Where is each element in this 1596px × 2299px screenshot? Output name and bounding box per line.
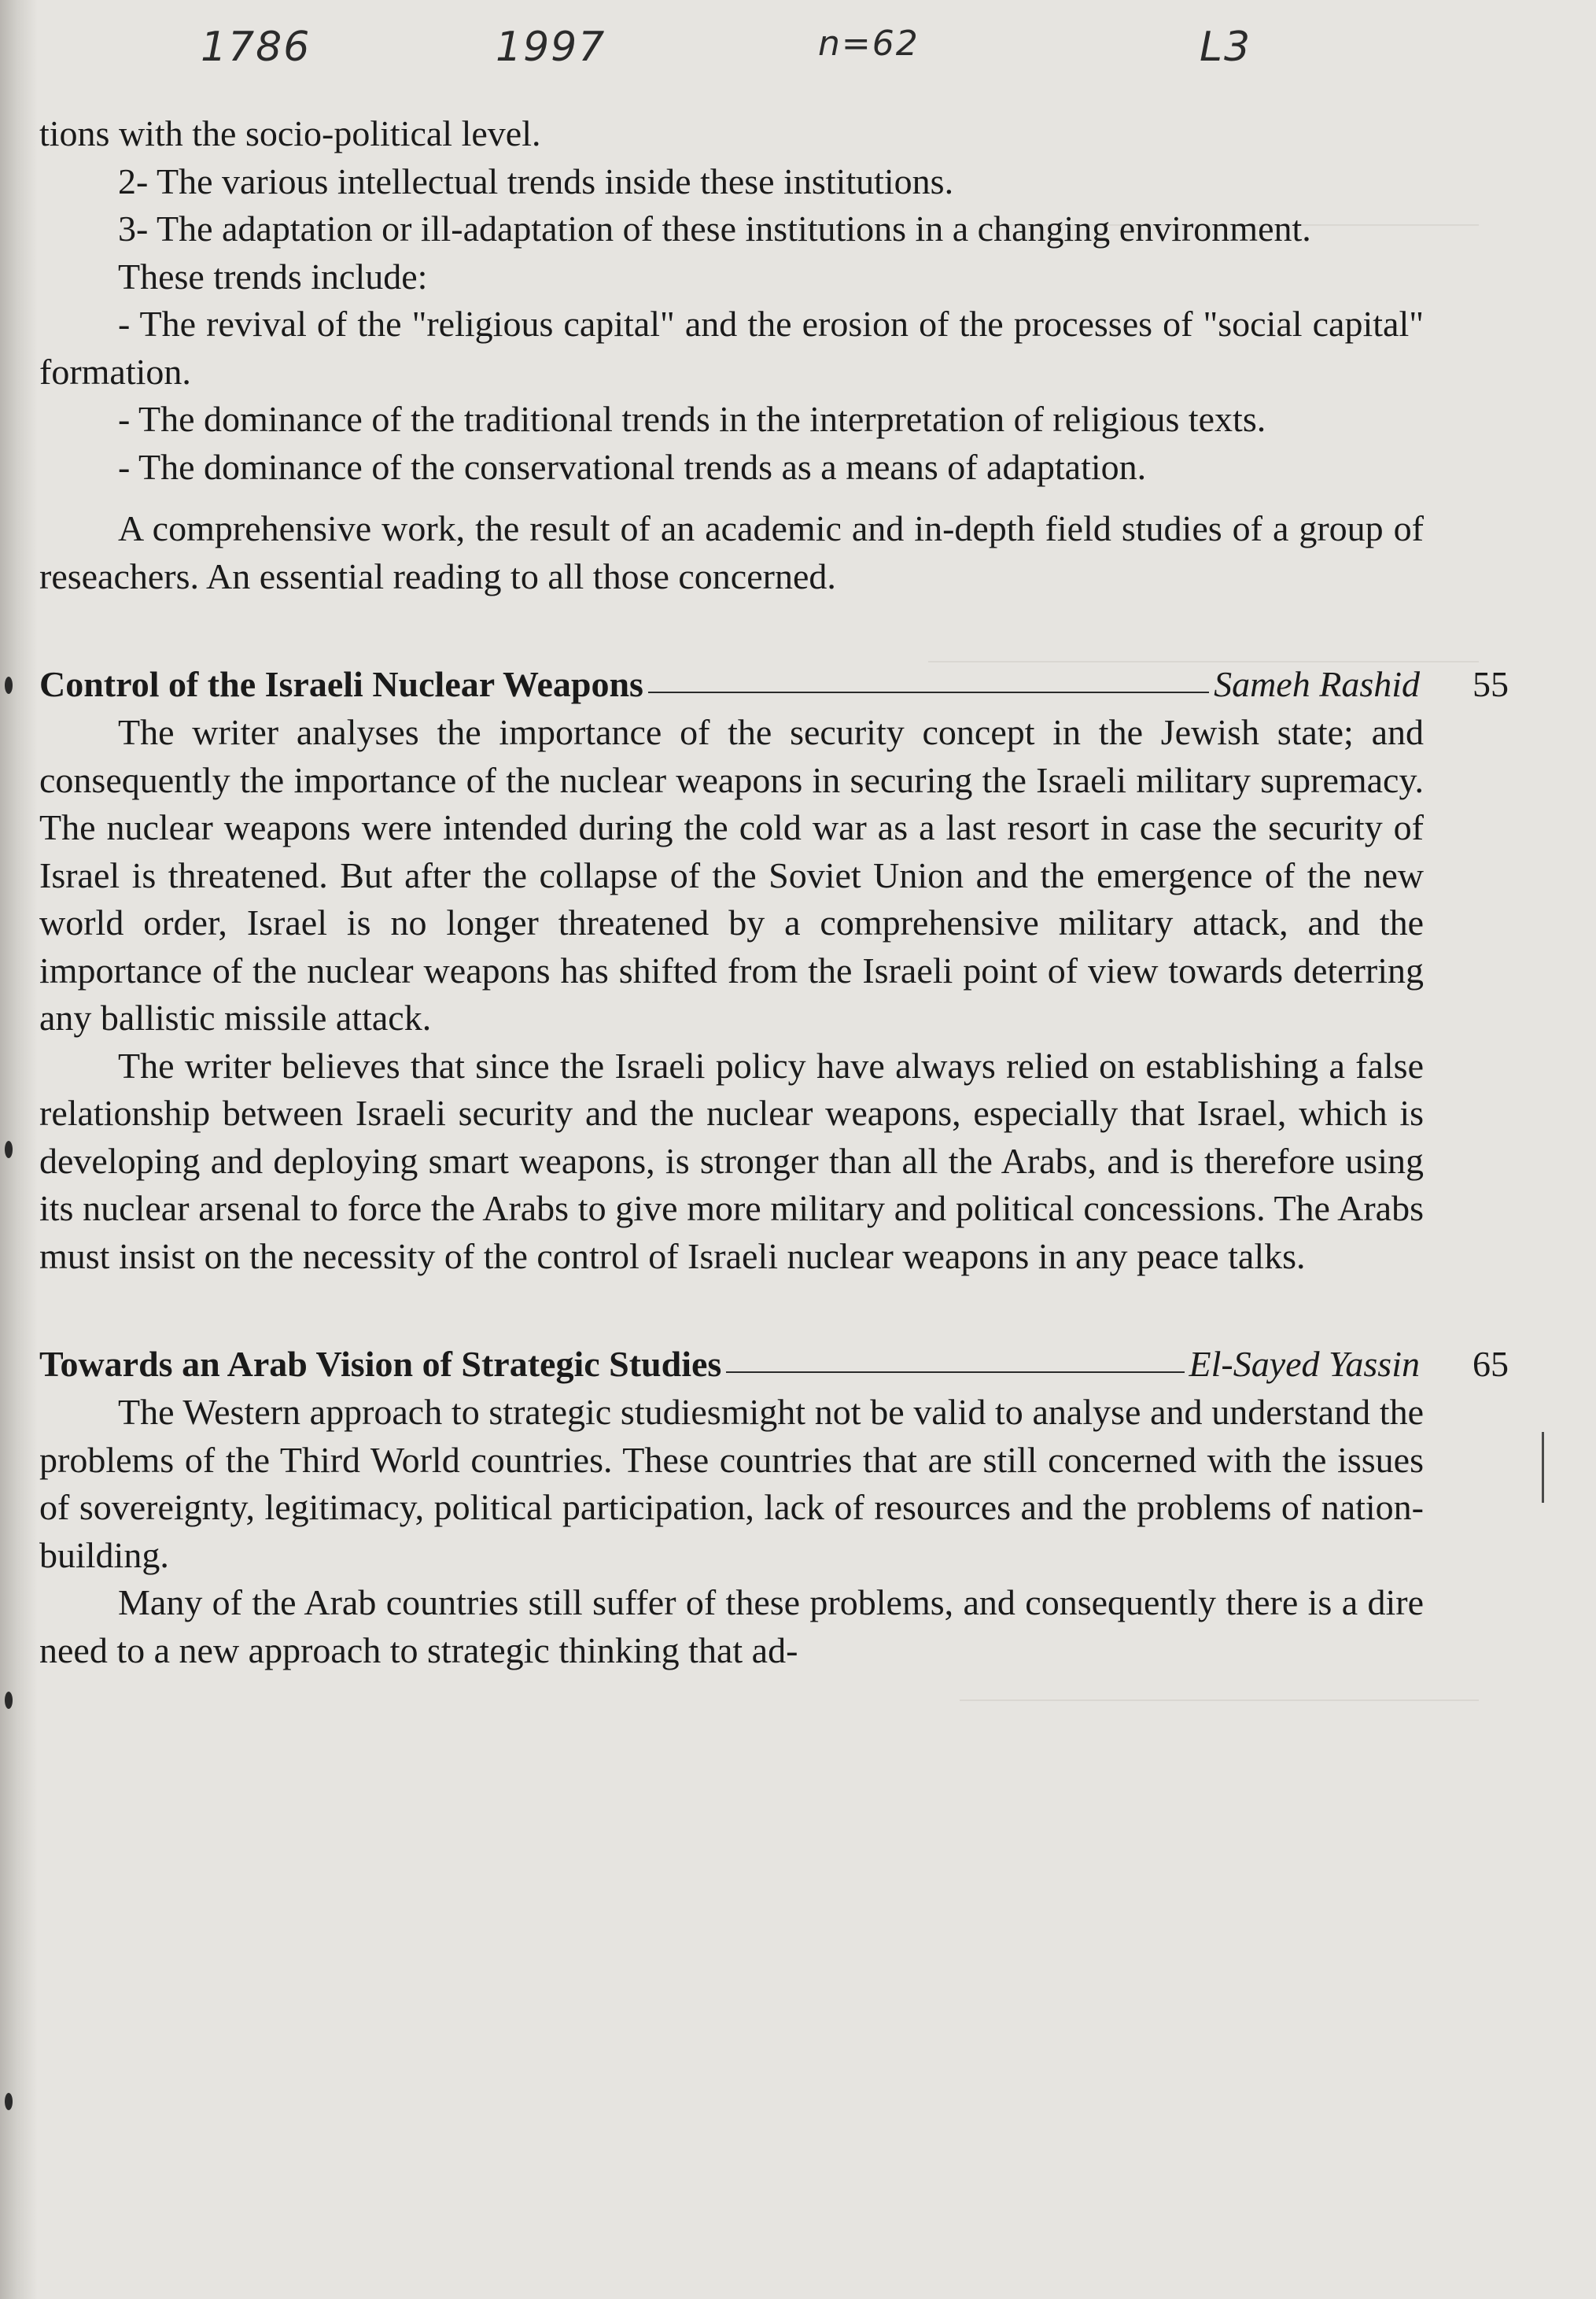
dotted-leader (726, 1371, 1184, 1373)
binding-mark (5, 1141, 13, 1158)
trend-item-3: - The dominance of the conservational trends as a means of adaptation. (118, 446, 1147, 487)
intro-item-2: 2- The various intellectual trends inside these institutions. (118, 161, 954, 201)
section-paragraph: The writer believes that since the Israeli policy have always relied on establishing a false relationship between Israeli security and the nuclear weapons, especially that Israel, which is developing and deploying smart weapons, is stronger than all the Arabs, and is therefore using its nuclear arsenal to force the Arabs to give more military and political concessions. The Arabs must insist on the necessity of the control of Israeli nuclear weapons in any peace talks. (39, 1045, 1424, 1276)
section-paragraph: The Western approach to strategic studiesmight not be valid to analyse and understand the problems of the Third World countries. These countries that are still concerned with the issues of sovereignty, legitimacy, political participation, lack of resources and the problems of nation- building. (39, 1392, 1424, 1575)
margin-mark (1542, 1432, 1544, 1503)
trend-item-1: - The revival of the "religious capital" and the erosion of the processes of "social capital" formation. (39, 304, 1424, 392)
intro-item-3: 3- The adaptation or ill-adaptation of these institutions in a changing environment. (118, 208, 1311, 249)
trend-item-2: - The dominance of the traditional trends in the interpretation of religious texts. (118, 399, 1266, 439)
section-author: El-Sayed Yassin (1189, 1344, 1420, 1384)
handwritten-note: 1997 (496, 24, 606, 71)
handwritten-note: n=62 (818, 24, 920, 64)
binding-mark (5, 1692, 13, 1709)
handwritten-annotations (0, 24, 1596, 87)
binding-mark (5, 677, 13, 694)
intro-summary: A comprehensive work, the result of an academic and in-depth field studies of a group of reseachers. An essential reading to all those concerned. (39, 508, 1424, 596)
section-page-number: 65 (1473, 1344, 1509, 1384)
text-column (39, 110, 1509, 1674)
section-title: Towards an Arab Vision of Strategic Studies (39, 1344, 722, 1384)
section-heading (39, 1340, 1509, 1389)
section-author: Sameh Rashid (1214, 664, 1420, 704)
section-page-number: 55 (1473, 664, 1509, 704)
section-heading (39, 660, 1509, 709)
trends-heading: These trends include: (118, 256, 428, 297)
dotted-leader (648, 692, 1209, 693)
handwritten-note: L3 (1200, 24, 1252, 71)
binding-mark (5, 2093, 13, 2110)
section-title: Control of the Israeli Nuclear Weapons (39, 664, 643, 704)
section-paragraph: The writer analyses the importance of the security concept in the Jewish state; and consequently the importance of the nuclear weapons in securing the Israeli military supremacy. The nuclear weapons were intended during the cold war as a last resort in case the security of Israel is threatened. But after the collapse of the Soviet Union and the emergence of the new world order, Israel is no longer threatened by a comprehensive military attack, and the importance of the nuclear weapons has shifted from the Israeli point of view towards deterring any ballistic missile attack. (39, 712, 1424, 1038)
intro-continuation: tions with the socio-political level. (39, 113, 541, 153)
section-paragraph: Many of the Arab countries still suffer of these problems, and consequently there is a dire need to a new approach to strategic thinking that ad- (39, 1582, 1424, 1670)
handwritten-note: 1786 (201, 24, 311, 71)
